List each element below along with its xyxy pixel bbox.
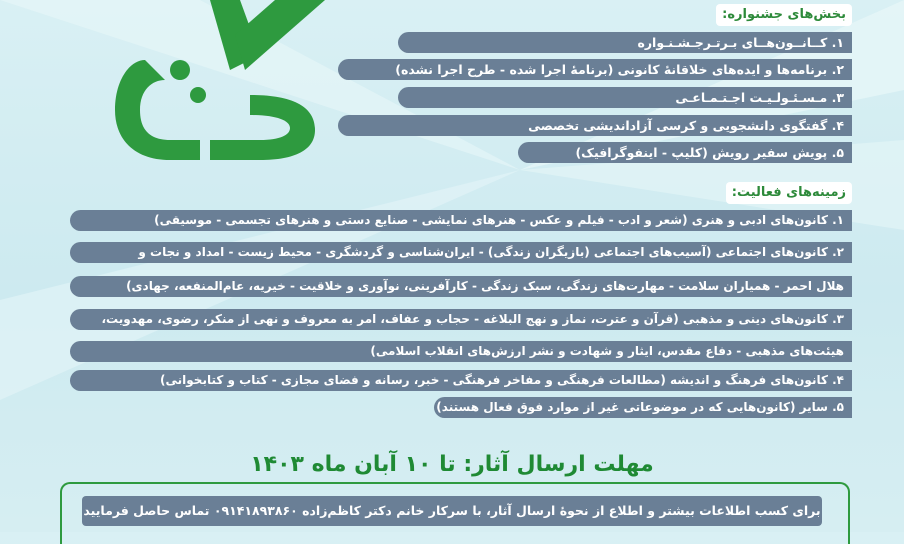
- contact-info: برای کسب اطلاعات بیشتر و اطلاع از نحوهٔ ارسال آثار، با سرکار خانم دکتر کاظم‌زاده ۰۹۱۴۱۸۹۳۸۶۰ تماس حاصل فرمایید: [82, 496, 822, 526]
- field-item-3b: هیئت‌های مذهبی - دفاع مقدس، ایثار و شهادت و نشر ارزش‌های انقلاب اسلامی): [70, 341, 852, 362]
- section-item-4: ۴. گفتگوی دانشجویی و کرسی آزاداندیشی تخصصی: [338, 115, 852, 136]
- field-item-2a: ۲. کانون‌های اجتماعی (آسیب‌های اجتماعی (بازیگران زندگی) - ایران‌شناسی و گردشگری - محیط زیست - امداد و نجات و: [70, 242, 852, 263]
- field-item-5: ۵. سایر (کانون‌هایی که در موضوعاتی غیر از موارد فوق فعال هستند): [434, 397, 852, 418]
- field-item-3a: ۳. کانون‌های دینی و مذهبی (قرآن و عترت، نماز و نهج البلاغه - حجاب و عفاف، امر به معروف و نهی از منکر، رضوی، مهدویت،: [70, 309, 852, 330]
- field-item-1: ۱. کانون‌های ادبی و هنری (شعر و ادب - فیلم و عکس - هنرهای نمایشی - صنایع دستی و هنرهای تجسمی - موسیقی): [70, 210, 852, 231]
- section-item-3: ۳. مـسـئـولـیـت اجـتـمـاعـی: [398, 87, 852, 108]
- section-item-2: ۲. برنامه‌ها و ایده‌های خلاقانهٔ کانونی (برنامهٔ اجرا شده - طرح اجرا نشده): [338, 59, 852, 80]
- field-item-4: ۴. کانون‌های فرهنگ و اندیشه (مطالعات فرهنگی و مفاخر فرهنگی - خبر، رسانه و فضای مجازی - کتاب و کتابخوانی): [70, 370, 852, 391]
- section-item-5: ۵. پویش سفیر رویش (کلیپ - اینفوگرافیک): [518, 142, 852, 163]
- deadline-text: مهلت ارسال آثار: تا ۱۰ آبان ماه ۱۴۰۳: [250, 452, 654, 477]
- sections-heading: بخش‌های جشنواره:: [716, 4, 852, 26]
- section-item-1: ۱. کــانــون‌هــای بـرتـرجـشـنـواره: [398, 32, 852, 53]
- field-item-2b: هلال احمر - همیاران سلامت - مهارت‌های زندگی، سبک زندگی - کارآفرینی، نوآوری و خلاقیت - خیریه، عام‌المنفعه، جهادی): [70, 276, 852, 297]
- fields-heading: زمینه‌های فعالیت:: [726, 182, 852, 204]
- festival-logo: [60, 0, 360, 170]
